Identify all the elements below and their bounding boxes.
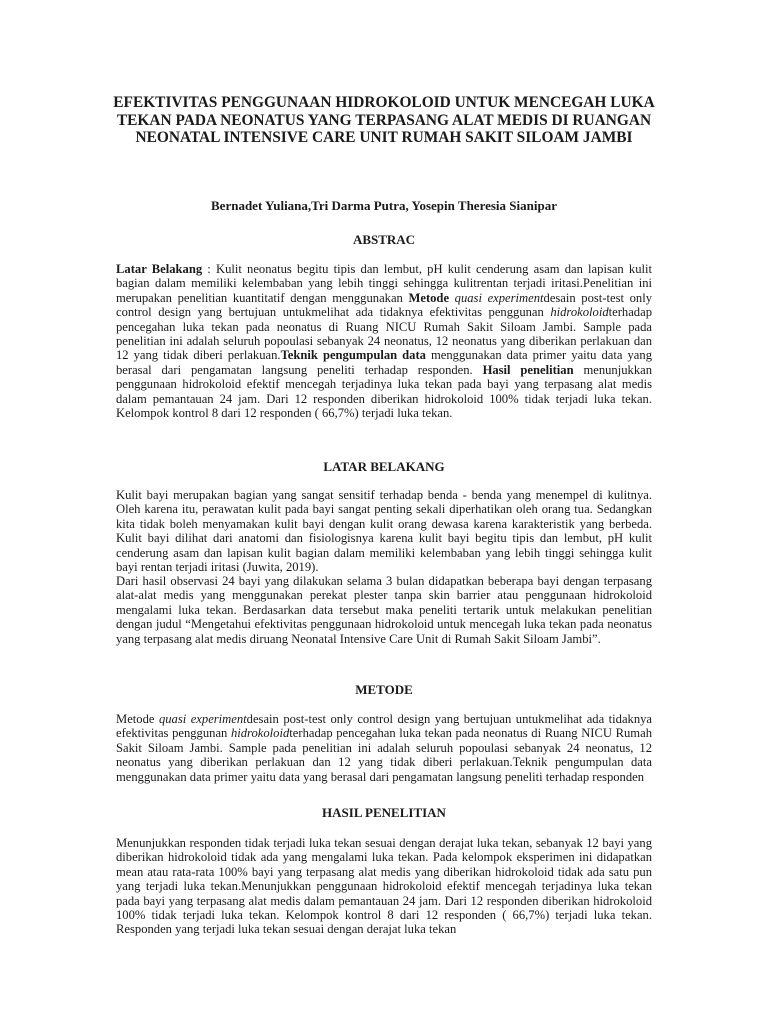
method-text-1: Metode	[116, 712, 159, 726]
method-design-italic: quasi experiment	[158, 712, 247, 726]
method-paragraph	[116, 712, 652, 784]
method-hydrocolloid-italic: hidrokoloid	[230, 726, 290, 741]
background-heading: LATAR BELAKANG	[323, 459, 445, 474]
method-heading: METODE	[355, 682, 413, 697]
paper-title: EFEKTIVITAS PENGGUNAAN HIDROKOLOID UNTUK MENCEGAH LUKA TEKAN PADA NEONATUS YANG TERPASANG ALAT MEDIS DI RUANGAN NEONATAL INTENSIVE CARE UNIT RUMAH SAKIT SILOAM JAMBI	[113, 94, 655, 146]
background-paragraph-1: Kulit bayi merupakan bagian yang sangat sensitif terhadap benda - benda yang menempel di kulitnya. Oleh karena itu, perawatan kulit pada bayi sangat penting sekali diperhatikan oleh orang tua. Sedangkan kita tidak boleh menyamakan kulit bayi dengan kulit orang dewasa karena karakteristik yang berbeda. Kulit bayi dilihat dari anatomi dan fisiologisnya karena kulit bayi begitu tipis dan lembut, pH kulit cenderung asam dan lapisan kulit bagian dalam memiliki kelembaban yang lebih tinggi sehingga kulit bayi rentan terjadi iritasi (Juwita, 2019).	[116, 488, 652, 575]
method-text-3: terhadap pencegahan luka tekan pada neonatus di Ruang NICU Rumah Sakit Siloam Jambi. Sample pada penelitian ini adalah seluruh popoulasi sebanyak 24 neonatus, 12 neonatus yang diberikan perlakuan dan 12 yang tidak diberi perlakuan.Teknik pengumpulan data menggunakan data primer yaitu data yang berasal dari pengamatan langsung peneliti terhadap responden	[116, 726, 652, 784]
results-heading: HASIL PENELITIAN	[322, 805, 446, 820]
abstract-technique-label: Teknik pengumpulan data	[280, 348, 426, 363]
abstract-heading: ABSTRAC	[352, 232, 416, 247]
abstract-background-text: : Kulit neonatus begitu tipis dan lembut, pH kulit cenderung asam dan lapisan kulit bagian dalam memiliki kelembaban yang lebih tinggi sehingga kulitrentan terjadi iritasi.Penelitian ini merupakan penelitian kuantitatif dengan menggunakan	[116, 262, 652, 305]
abstract-method-label: Metode	[408, 290, 450, 305]
abstract-result-label: Hasil penelitian	[482, 362, 574, 377]
abstract-method-text-2: terhadap pencegahan luka tekan pada neonatus di Ruang NICU Rumah Sakit Siloam Jambi. Sample pada penelitian ini adalah seluruh popoulasi sebanyak 24 neonatus, 12 neonatus yang diberikan perlakuan dan 12 yang tidak diberi perlakuan.	[116, 305, 652, 363]
abstract-result-text: menunjukkan penggunaan hidrokoloid efektif mencegah terjadinya luka tekan pada bayi yang terpasang alat medis dalam pemantauan 24 jam. Dari 12 responden diberikan hidrokoloid 100% tidak terjadi luka tekan. Kelompok kontrol 8 dari 12 responden ( 66,7%) terjadi luka tekan.	[116, 362, 652, 421]
abstract-method-design-italic: quasi experiment	[454, 290, 544, 305]
background-paragraph-2: Dari hasil observasi 24 bayi yang dilakukan selama 3 bulan didapatkan beberapa bayi dengan terpasang alat-alat medis yang menggunakan perekat plester tanpa skin barrier atau penggunaan hidrokoloid mengalami luka tekan. Berdasarkan data tersebut maka peneliti tertarik untuk melakukan penelitian dengan judul “Mengetahui efektivitas penggunaan hidrokoloid untuk mencegah luka tekan pada neonatus yang terpasang alat medis diruang Neonatal Intensive Care Unit di Rumah Sakit Siloam Jambi”.	[116, 574, 652, 646]
method-text-2: desain post-test only control design yang bertujuan untukmelihat ada tidaknya efektivitas penggunan	[116, 712, 653, 741]
abstract-method-hydrocolloid-italic: hidrokoloid	[550, 305, 609, 320]
abstract-technique-text: menggunakan data primer yaitu data yang berasal dari pengamatan langsung peneliti terhadap responden.	[116, 348, 652, 377]
abstract-method-text: desain post-test only control design yang bertujuan untukmelihat ada tidaknya efektivitas penggunan	[116, 290, 652, 320]
author-list: Bernadet Yuliana,Tri Darma Putra, Yosepin Theresia Sianipar	[211, 198, 557, 213]
results-paragraph: Menunjukkan responden tidak terjadi luka tekan sesuai dengan derajat luka tekan, sebanyak 12 bayi yang diberikan hidrokoloid tidak ada yang mengalami luka tekan. Pada kelompok eksperimen ini didapatkan mean atau rata-rata 100% bayi yang terpasang alat medis yang diberikan hidrokoloid tidak ada satu pun yang terjadi luka tekan.Menunjukkan penggunaan hidrokoloid efektif mencegah terjadinya luka tekan pada bayi yang terpasang alat medis dalam pemantauan 24 jam. Dari 12 responden diberikan hidrokoloid 100% tidak terjadi luka tekan. Kelompok kontrol 8 dari 12 responden ( 66,7%) terjadi luka tekan. Responden yang terjadi luka tekan sesuai dengan derajat luka tekan	[116, 836, 652, 937]
abstract-background-label: Latar Belakang	[116, 262, 203, 276]
abstract-paragraph	[116, 262, 652, 420]
